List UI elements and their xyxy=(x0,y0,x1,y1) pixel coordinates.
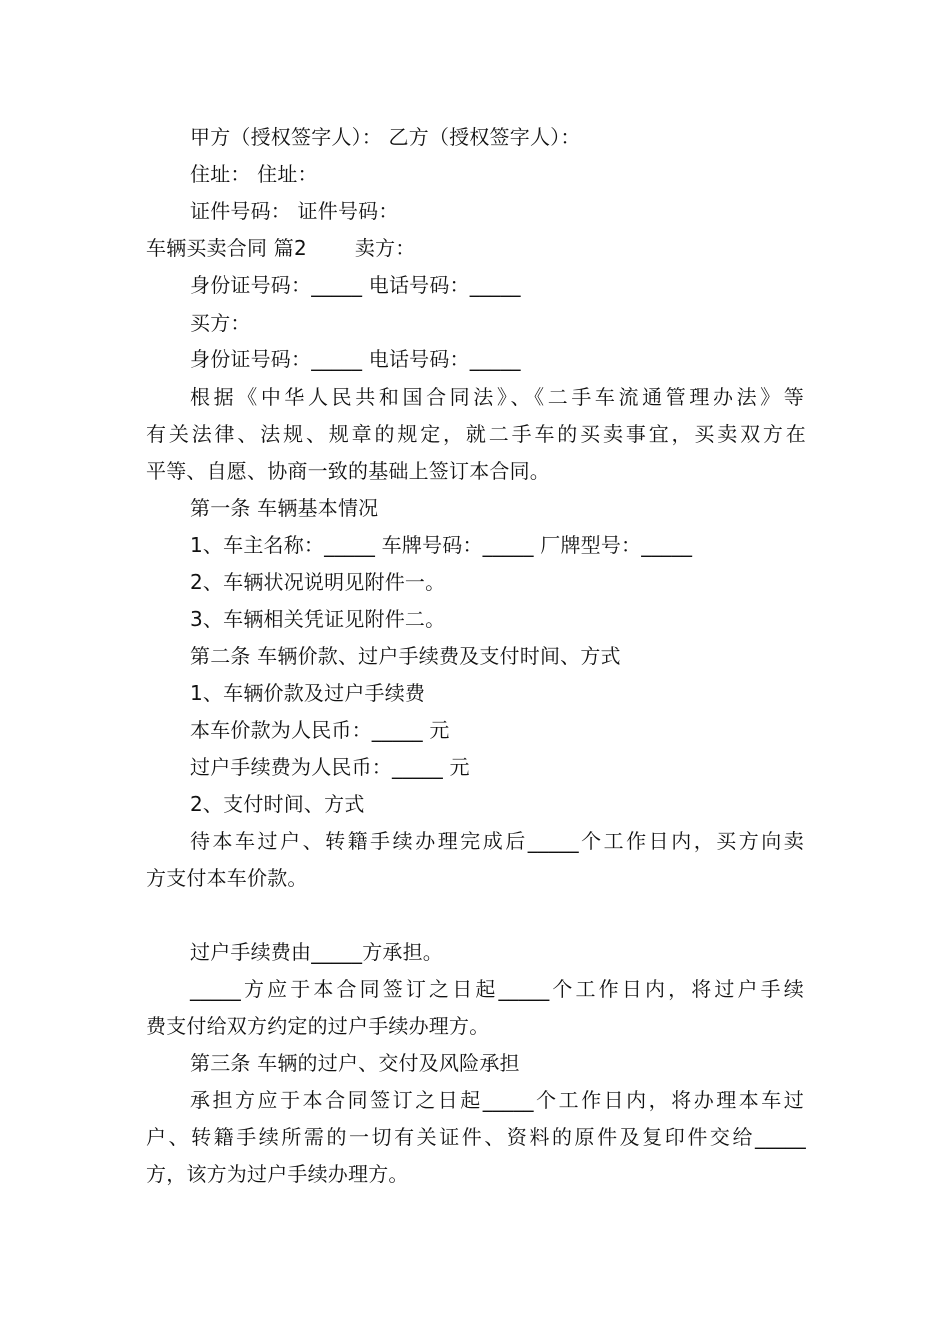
article-1-heading: 第一条 车辆基本情况 xyxy=(190,496,379,520)
transfer-fee-line: 过户手续费为人民币：_____ 元 xyxy=(190,755,470,779)
article-3-line-2: 户、转籍手续所需的一切有关证件、资料的原件及复印件交给_____ xyxy=(146,1125,806,1149)
article-1-item-3: 3、车辆相关凭证见附件二。 xyxy=(190,607,446,631)
article-3-heading: 第三条 车辆的过户、交付及风险承担 xyxy=(190,1051,520,1075)
buyer-label: 买方： xyxy=(190,311,251,335)
preamble-line-3: 平等、自愿、协商一致的基础上签订本合同。 xyxy=(146,459,550,483)
article-2-item-1: 1、车辆价款及过户手续费 xyxy=(190,681,426,705)
article-2-item-2: 2、支付时间、方式 xyxy=(190,792,365,816)
article-1-item-2: 2、车辆状况说明见附件一。 xyxy=(190,570,446,594)
buyer-id-phone-line: 身份证号码：_____ 电话号码：_____ xyxy=(190,347,521,371)
fee-payment-line-1: _____方应于本合同签订之日起_____个工作日内，将过户手续 xyxy=(190,977,804,1001)
payment-line-2: 方支付本车价款。 xyxy=(146,866,308,890)
seller-id-phone-line: 身份证号码：_____ 电话号码：_____ xyxy=(190,273,521,297)
article-3-line-3: 方，该方为过户手续办理方。 xyxy=(146,1162,409,1186)
address-line: 住址： 住址： xyxy=(190,162,318,186)
id-number-line: 证件号码： 证件号码： xyxy=(190,199,399,223)
preamble-line-2: 有关法律、法规、规章的规定，就二手车的买卖事宜，买卖双方在 xyxy=(146,422,806,446)
preamble-line-1: 根据《中华人民共和国合同法》、《二手车流通管理办法》等 xyxy=(190,385,804,409)
article-3-line-1: 承担方应于本合同签订之日起_____个工作日内，将办理本车过 xyxy=(190,1088,804,1112)
fee-bearer-line: 过户手续费由_____方承担。 xyxy=(190,940,443,964)
payment-line-1: 待本车过户、转籍手续办理完成后_____个工作日内，买方向卖 xyxy=(190,829,804,853)
contract-title: 车辆买卖合同 篇2 xyxy=(146,236,307,260)
article-2-heading: 第二条 车辆价款、过户手续费及支付时间、方式 xyxy=(190,644,621,668)
article-1-item-1: 1、车主名称：_____ 车牌号码：_____ 厂牌型号：_____ xyxy=(190,533,693,557)
vehicle-price-line: 本车价款为人民币：_____ 元 xyxy=(190,718,450,742)
fee-payment-line-2: 费支付给双方约定的过户手续办理方。 xyxy=(146,1014,490,1038)
signatory-line: 甲方（授权签字人）： 乙方（授权签字人）： xyxy=(190,125,581,149)
seller-label: 卖方： xyxy=(354,236,416,260)
contract-heading-line xyxy=(146,235,416,261)
